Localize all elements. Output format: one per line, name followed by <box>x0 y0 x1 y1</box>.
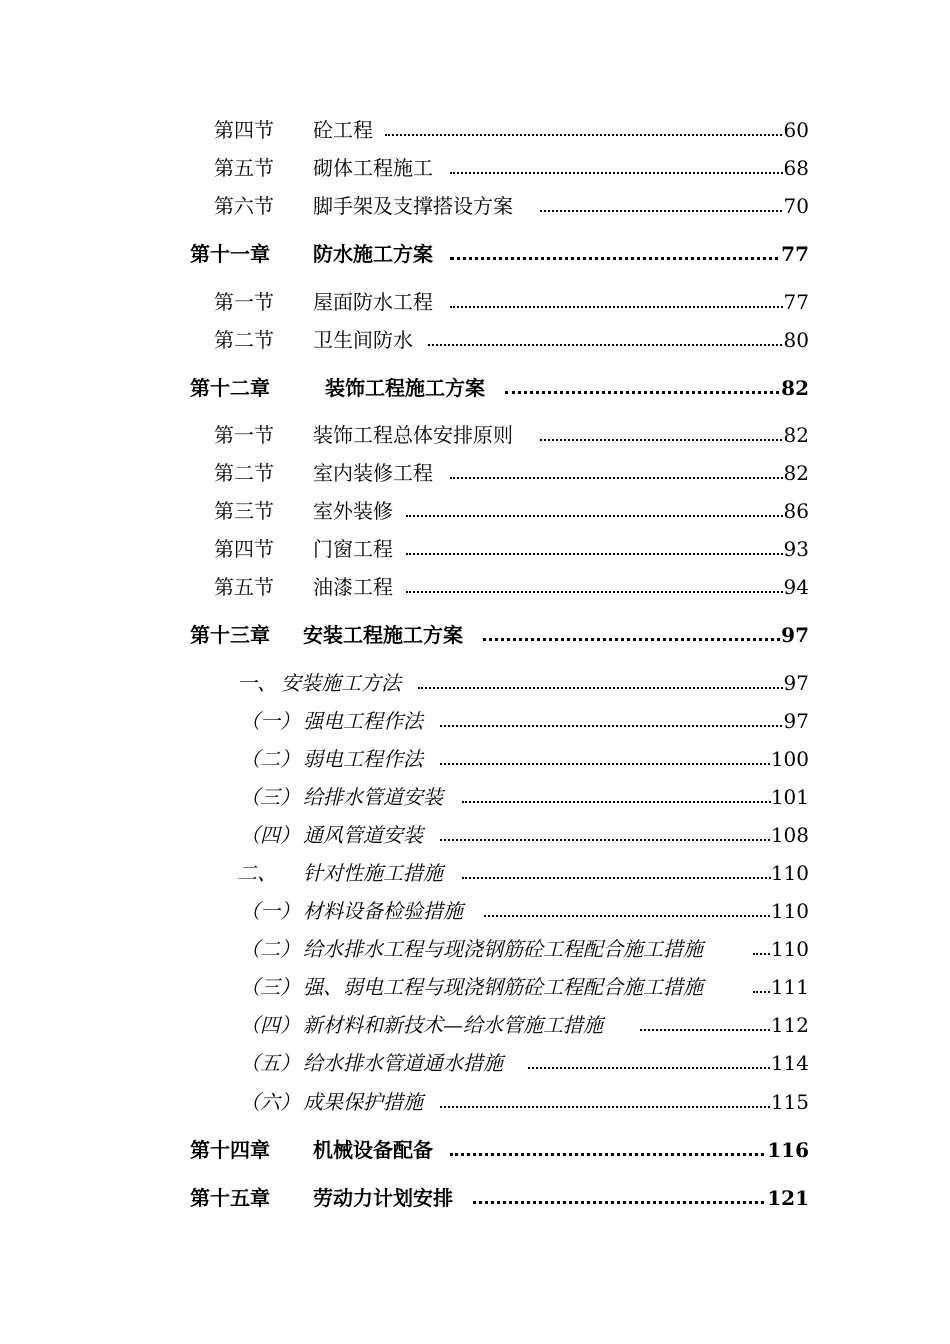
toc-subentry[interactable] <box>0 820 950 850</box>
toc-title: 室内装修工程 <box>313 458 433 488</box>
toc-page: 108 <box>771 820 809 850</box>
toc-entry[interactable] <box>0 572 950 602</box>
dot-leader <box>505 391 786 394</box>
dot-leader <box>450 172 786 174</box>
toc-label: （三） <box>240 782 300 812</box>
toc-label: 第五节 <box>214 153 274 183</box>
toc-title: 安装工程施工方案 <box>303 620 463 650</box>
toc-page: 82 <box>784 420 809 450</box>
toc-page: 68 <box>784 153 809 183</box>
toc-subentry[interactable] <box>0 744 950 774</box>
toc-title: 给水排水工程与现浇钢筋砼工程配合施工措施 <box>303 934 703 964</box>
dot-leader <box>418 687 786 689</box>
toc-subentry[interactable] <box>0 934 950 964</box>
toc-title: 脚手架及支撑搭设方案 <box>313 191 513 221</box>
toc-label: （一） <box>240 706 300 736</box>
toc-entry[interactable] <box>0 325 950 355</box>
toc-page: 60 <box>784 115 809 145</box>
toc-page: 82 <box>784 458 809 488</box>
toc-page: 97 <box>781 620 809 650</box>
toc-label: 第二节 <box>214 458 274 488</box>
toc-label: （一） <box>240 896 300 926</box>
dot-leader <box>450 1153 770 1156</box>
toc-title: 强、弱电工程与现浇钢筋砼工程配合施工措施 <box>303 972 703 1002</box>
toc-title: 弱电工程作法 <box>303 744 423 774</box>
toc-entry[interactable] <box>0 191 950 221</box>
dot-leader <box>440 725 786 727</box>
dot-leader <box>450 306 786 308</box>
toc-page: 121 <box>767 1183 809 1213</box>
toc-title: 装饰工程施工方案 <box>325 373 485 403</box>
toc-label: 第四节 <box>214 534 274 564</box>
toc-title: 砼工程 <box>313 115 373 145</box>
toc-page: 110 <box>771 896 809 926</box>
dot-leader <box>462 801 774 803</box>
toc-title: 针对性施工措施 <box>303 858 443 888</box>
toc-chapter-entry[interactable] <box>0 1135 950 1165</box>
toc-title: 劳动力计划安排 <box>313 1183 453 1213</box>
toc-label: （三） <box>240 972 300 1002</box>
toc-label: 第十三章 <box>190 620 270 650</box>
toc-title: 屋面防水工程 <box>313 287 433 317</box>
toc-subentry[interactable] <box>0 668 950 698</box>
dot-leader <box>540 439 786 441</box>
toc-label: （六） <box>240 1087 300 1117</box>
toc-entry[interactable] <box>0 115 950 145</box>
dot-leader <box>483 638 786 641</box>
toc-page: 80 <box>784 325 809 355</box>
toc-page: 114 <box>771 1048 809 1078</box>
toc-title: 防水施工方案 <box>313 239 433 269</box>
toc-page: 97 <box>784 668 809 698</box>
toc-page: 115 <box>771 1087 809 1117</box>
toc-entry[interactable] <box>0 153 950 183</box>
toc-title: 机械设备配备 <box>313 1135 433 1165</box>
toc-label: 第三节 <box>214 496 274 526</box>
dot-leader <box>473 1201 770 1204</box>
dot-leader <box>484 915 774 917</box>
toc-entry[interactable] <box>0 287 950 317</box>
toc-subentry[interactable] <box>0 972 950 1002</box>
toc-title: 强电工程作法 <box>303 706 423 736</box>
toc-label: 第二节 <box>214 325 274 355</box>
toc-page: 112 <box>771 1010 809 1040</box>
dot-leader <box>406 553 786 555</box>
toc-chapter-entry[interactable] <box>0 1183 950 1213</box>
dot-leader <box>428 344 786 346</box>
toc-title: 材料设备检验措施 <box>303 896 463 926</box>
dot-leader <box>528 1067 774 1069</box>
toc-entry[interactable] <box>0 420 950 450</box>
dot-leader <box>440 839 774 841</box>
toc-label: 第十四章 <box>190 1135 270 1165</box>
toc-page: 70 <box>784 191 809 221</box>
toc-chapter-entry[interactable] <box>0 620 950 650</box>
dot-leader <box>440 763 774 765</box>
toc-label: 第六节 <box>214 191 274 221</box>
toc-page: 110 <box>771 858 809 888</box>
toc-entry[interactable] <box>0 534 950 564</box>
dot-leader <box>406 515 786 517</box>
toc-label: 第四节 <box>214 115 274 145</box>
toc-title: 成果保护措施 <box>303 1087 423 1117</box>
toc-title: 门窗工程 <box>313 534 393 564</box>
toc-subentry[interactable] <box>0 1087 950 1117</box>
dot-leader <box>440 1106 774 1108</box>
toc-page: 100 <box>771 744 809 774</box>
toc-title: 给水排水管道通水措施 <box>303 1048 503 1078</box>
toc-page: 77 <box>784 287 809 317</box>
toc-label: 第十一章 <box>190 239 270 269</box>
dot-leader <box>406 591 786 593</box>
dot-leader <box>385 134 786 136</box>
toc-title: 安装施工方法 <box>281 668 401 698</box>
dot-leader <box>540 210 786 212</box>
toc-subentry[interactable] <box>0 1010 950 1040</box>
toc-label: 第十五章 <box>190 1183 270 1213</box>
toc-subentry[interactable] <box>0 896 950 926</box>
toc-label: 第一节 <box>214 287 274 317</box>
toc-title: 卫生间防水 <box>313 325 413 355</box>
toc-title: 通风管道安装 <box>303 820 423 850</box>
dot-leader <box>450 477 786 479</box>
toc-subentry[interactable] <box>0 782 950 812</box>
toc-title: 砌体工程施工 <box>313 153 433 183</box>
toc-label: （二） <box>240 744 300 774</box>
toc-label: 第一节 <box>214 420 274 450</box>
toc-entry[interactable] <box>0 458 950 488</box>
dot-leader <box>462 877 774 879</box>
toc-page: 93 <box>784 534 809 564</box>
toc-subentry[interactable] <box>0 1048 950 1078</box>
toc-page: 77 <box>781 239 809 269</box>
toc-title: 室外装修 <box>313 496 393 526</box>
toc-page: 82 <box>781 373 809 403</box>
toc-title: 给排水管道安装 <box>303 782 443 812</box>
toc-page: 94 <box>784 572 809 602</box>
toc-label: （二） <box>240 934 300 964</box>
toc-page: 97 <box>784 706 809 736</box>
toc-page: 116 <box>767 1135 809 1165</box>
toc-page: 110 <box>771 934 809 964</box>
toc-title: 油漆工程 <box>313 572 393 602</box>
toc-label: 二、 <box>237 858 277 888</box>
toc-page: 101 <box>771 782 809 812</box>
dot-leader <box>450 257 786 260</box>
toc-label: （四） <box>240 1010 300 1040</box>
toc-title: 新材料和新技术—给水管施工措施 <box>303 1010 603 1040</box>
toc-label: 一、 <box>237 668 277 698</box>
toc-subentry[interactable] <box>0 858 950 888</box>
toc-label: 第十二章 <box>190 373 270 403</box>
dot-leader <box>640 1029 774 1031</box>
toc-entry[interactable] <box>0 496 950 526</box>
toc-label: （四） <box>240 820 300 850</box>
toc-page: 111 <box>771 972 809 1002</box>
toc-chapter-entry[interactable] <box>0 239 950 269</box>
toc-title: 装饰工程总体安排原则 <box>313 420 513 450</box>
toc-label: （五） <box>240 1048 300 1078</box>
toc-chapter-entry[interactable] <box>0 373 950 403</box>
toc-label: 第五节 <box>214 572 274 602</box>
toc-subentry[interactable] <box>0 706 950 736</box>
toc-page: 86 <box>784 496 809 526</box>
